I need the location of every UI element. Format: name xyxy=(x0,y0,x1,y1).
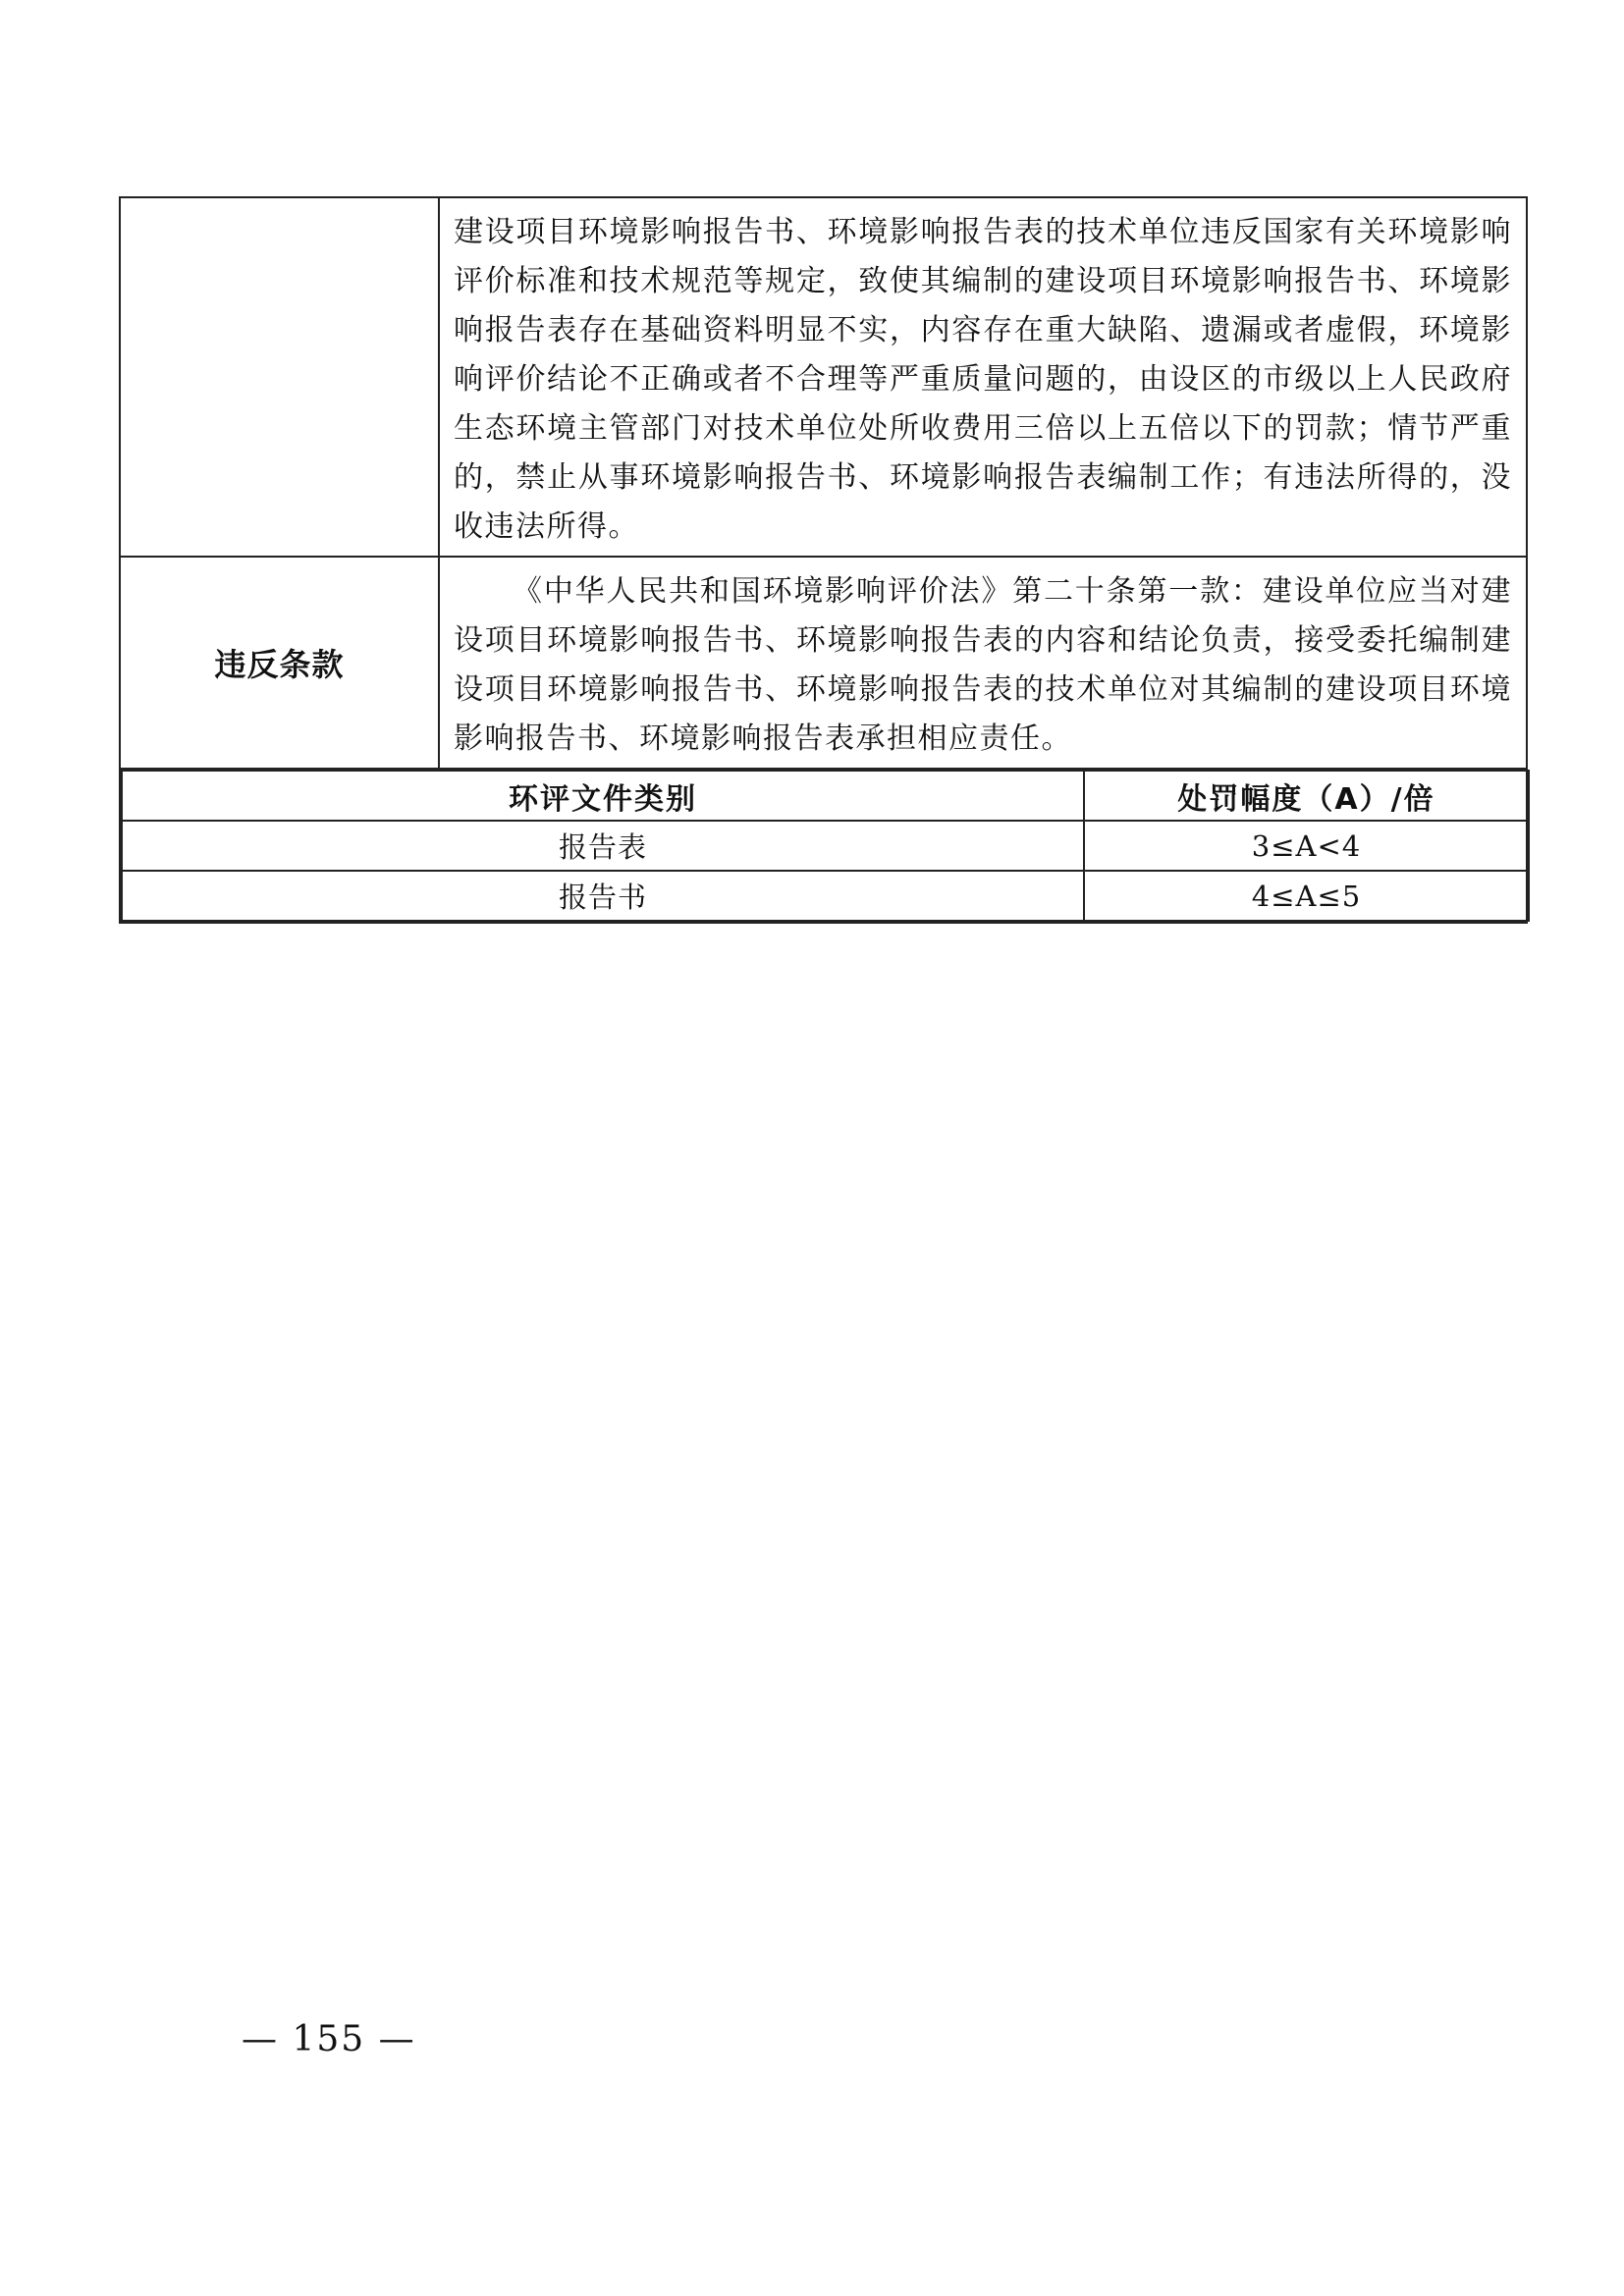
penalty-standard-table xyxy=(119,196,1528,924)
penalty-clause-label-cell xyxy=(120,197,439,557)
grading-row-range: 4≤A≤5 xyxy=(1084,871,1529,921)
grading-row-category: 报告书 xyxy=(122,871,1084,921)
grading-header-range: 处罚幅度（A）/倍 xyxy=(1084,771,1529,821)
grading-header-row xyxy=(122,771,1529,821)
penalty-clause-row xyxy=(120,197,1527,557)
page-number: — 155 — xyxy=(242,2019,416,2059)
penalty-clause-text: 建设项目环境影响报告书、环境影响报告表的技术单位违反国家有关环境影响评价标准和技术规范等规定，致使其编制的建设项目环境影响报告书、环境影响报告表存在基础资料明显不实，内容存在重大缺陷、遗漏或者虚假，环境影响评价结论不正确或者不合理等严重质量问题的，由设区的市级以上人民政府生态环境主管部门对技术单位处所收费用三倍以上五倍以下的罚款；情节严重的，禁止从事环境影响报告书、环境影响报告表编制工作；有违法所得的，没收违法所得。 xyxy=(454,215,1512,544)
grading-cell xyxy=(120,769,1527,923)
violated-clause-text: 《中华人民共和国环境影响评价法》第二十条第一款：建设单位应当对建设项目环境影响报告书、环境影响报告表的内容和结论负责，接受委托编制建设项目环境影响报告书、环境影响报告表的技术单位对其编制的建设项目环境影响报告书、环境影响报告表承担相应责任。 xyxy=(454,574,1512,756)
grading-header-category: 环评文件类别 xyxy=(122,771,1084,821)
grading-row xyxy=(120,769,1527,923)
violated-clause-label: 违反条款 xyxy=(120,557,439,769)
table-row xyxy=(122,871,1529,921)
grading-row-category: 报告表 xyxy=(122,821,1084,871)
grading-table xyxy=(121,770,1530,922)
penalty-clause-cell xyxy=(439,197,1527,557)
table-row xyxy=(122,821,1529,871)
violated-clause-row xyxy=(120,557,1527,769)
grading-row-range: 3≤A<4 xyxy=(1084,821,1529,871)
violated-clause-cell xyxy=(439,557,1527,769)
